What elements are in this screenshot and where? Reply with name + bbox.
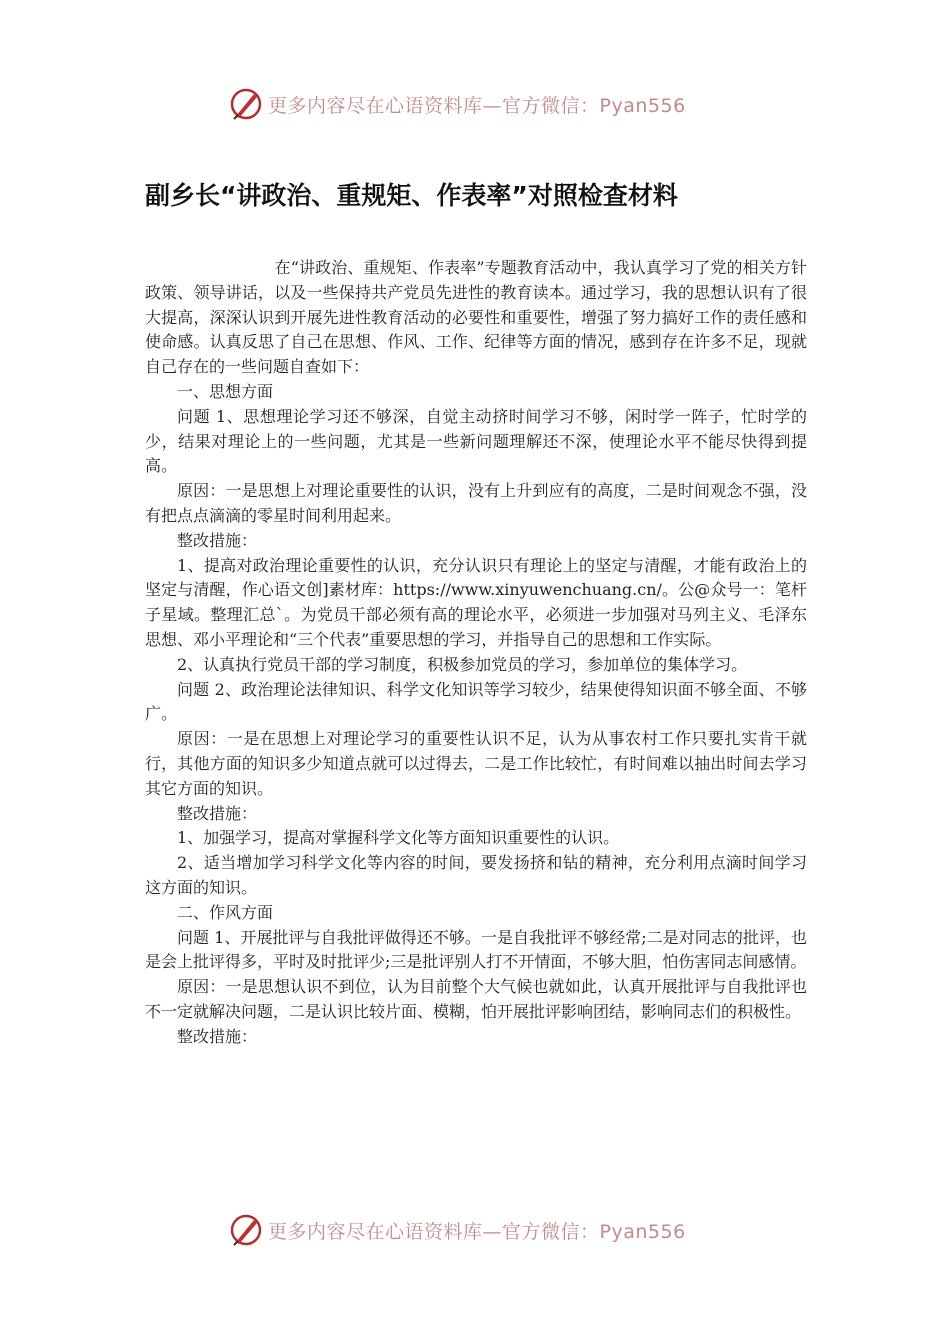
banner-text: 更多内容尽在心语资料库—官方微信：Pyan556 <box>268 1220 686 1243</box>
paragraph: 整改措施： <box>177 803 258 823</box>
paragraph: 在“讲政治、重规矩、作表率”专题教育活动中，我认真学习了党的相关方针政策、领导讲话，以及一些保持共产党员先进性的教育读本。通过学习，我的思想认识有了很大提高，深深认识到开展先进性教育活动的必要性和重要性，增强了努力搞好工作的责任感和使命感。认真反思了自己在思想、作风、工作、纪律等方面的情况，感到存在许多不足，现就自己存在的一些问题自查如下： <box>145 258 807 377</box>
wechat-id: Pyan556 <box>599 94 686 117</box>
paragraph: 问题 1、开展批评与自我批评做得还不够。一是自我批评不够经常;二是对同志的批评，也是会上批评得多，平时及时批评少;三是批评别人打不开情面，不够大胆，怕伤害同志间感情。 <box>145 927 807 972</box>
paragraph: 1、提高对政治理论重要性的认识，充分认识只有理论上的坚定与清醒，才能有政治上的坚定与清醒，作心语文创]素材库：https://www.xinyuwenchuang.cn/。公@众号一：笔杆子星域。整理汇总`。为党员干部必须有高的理论水平，必须进一步加强对马列主义、毛泽东思想、邓小平理论和“三个代表”重要思想的学习，并指导自己的思想和工作实际。 <box>145 555 807 649</box>
footer-watermark-banner <box>228 1210 686 1250</box>
quill-logo-icon <box>228 86 264 122</box>
paragraph: 整改措施： <box>177 1026 258 1046</box>
section-heading: 一、思想方面 <box>177 381 274 401</box>
paragraph: 原因：一是在思想上对理论学习的重要性认识不足，认为从事农村工作只要扎实肯干就行，其他方面的知识多少知道点就可以过得去，二是工作比较忙，有时间难以抽出时间去学习其它方面的知识。 <box>145 729 807 798</box>
paragraph: 整改措施： <box>177 530 258 550</box>
document-title: 副乡长“讲政治、重规矩、作表率”对照检查材料 <box>145 181 678 210</box>
paragraph: 原因：一是思想上对理论重要性的认识，没有上升到应有的高度，二是时间观念不强，没有把点点滴滴的零星时间利用起来。 <box>145 481 807 525</box>
paragraph: 1、加强学习，提高对掌握科学文化等方面知识重要性的认识。 <box>177 828 620 848</box>
paragraph: 问题 2、政治理论法律知识、科学文化知识等学习较少，结果使得知识面不够全面、不够广。 <box>145 679 807 724</box>
header-watermark-banner <box>228 84 686 124</box>
paragraph: 原因：一是思想认识不到位，认为目前整个大气候也就如此，认真开展批评与自我批评也不一定就解决问题，二是认识比较片面、模糊，怕开展批评影响团结，影响同志们的积极性。 <box>145 977 807 1021</box>
paragraph: 2、认真执行党员干部的学习制度，积极参加党员的学习，参加单位的集体学习。 <box>177 654 748 674</box>
wechat-id: Pyan556 <box>599 1220 686 1243</box>
quill-logo-icon <box>228 1212 264 1248</box>
banner-text: 更多内容尽在心语资料库—官方微信：Pyan556 <box>268 94 686 117</box>
section-heading: 二、作风方面 <box>177 902 274 922</box>
paragraph: 问题 1、思想理论学习还不够深，自觉主动挤时间学习不够，闲时学一阵子，忙时学的少，结果对理论上的一些问题，尤其是一些新问题理解还不深，使理论水平不能尽快得到提高。 <box>145 406 807 476</box>
document-body <box>145 256 807 1050</box>
paragraph: 2、适当增加学习科学文化等内容的时间，要发扬挤和钻的精神，充分利用点滴时间学习这方面的知识。 <box>145 853 807 897</box>
